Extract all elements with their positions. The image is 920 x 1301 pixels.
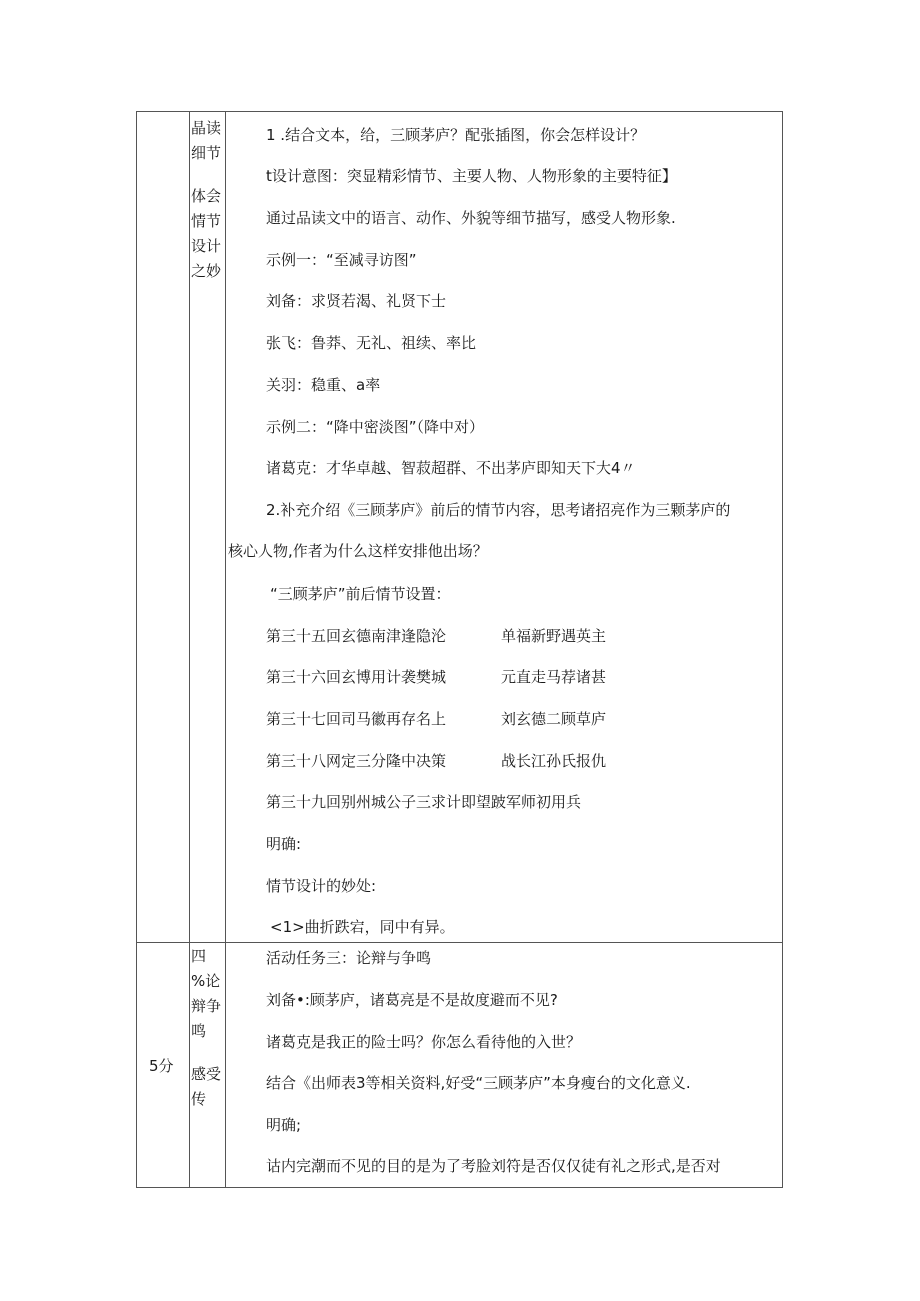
category-line: 晶读 [191,119,222,137]
debate-question-1: 刘备•:顾茅庐，诸葛亮是不是故度避而不见? [266,991,558,1009]
category-line: 之妙 [191,262,222,280]
chapter-35-right: 单福新野遇英主 [501,627,607,645]
question-1: 1 .结合文本，给，三顾茅庐？配张插图，你会怎样设计？ [266,126,646,144]
debate-question-3: 结合《出师表3等相关资料,好受“三顾茅庐”本身瘦台的文化意义. [266,1074,691,1092]
category-line: 鸣 [191,1022,207,1040]
time-allocation: 5分 [149,1057,174,1075]
design-intent: t设计意图：突显精彩情节、主要人物、人物形象的主要特征】 [266,167,677,185]
section2-category [191,944,227,1112]
category-line [191,166,227,184]
content-line: 通过品读文中的语言、动作、外貌等细节描写，感受人物形象. [266,209,676,227]
table-top-border [136,111,783,112]
category-line: 细节 [191,144,222,162]
column-divider-1 [189,111,190,1188]
category-line: 体会 [191,187,222,205]
plot-setting-title: “三顾茅庐”前后情节设置： [270,585,451,603]
clarify-label-2: 明确; [266,1116,302,1134]
example-2-title: 示例二：“降中密淡图”（降中对） [266,418,485,436]
category-line: 传 [191,1090,207,1108]
category-line: 感受 [191,1065,222,1083]
zhuge-line: 诸葛克：才华卓越、智菽超群、不出茅庐即知天下大4〃 [266,459,636,477]
chapter-36-right: 元直走马荐诸甚 [501,668,607,686]
table-left-border [136,111,137,1188]
chapter-36-left: 第三十六回玄博用计袭樊城 [266,668,447,686]
example-1-title: 示例一：“至减寻访图” [266,251,417,269]
chapter-37-left: 第三十七回司马徽再存名上 [266,710,447,728]
category-line: 设计 [191,237,222,255]
category-line [191,1044,227,1062]
section1-category [191,116,227,284]
chapter-38-right: 战长江孙氏报仇 [501,752,607,770]
table-bottom-border [136,1187,783,1188]
point-1: <1>曲折跌宕，同中有异。 [270,918,455,936]
category-line: 四 [191,947,207,965]
question-2-cont: 核心人物,作者为什么这样安排他出场？ [228,542,488,560]
answer-line: 诂内完潮而不见的目的是为了考脸刘符是否仅仅徒有礼之形式,是否对 [266,1157,721,1175]
clarify-label: 明确: [266,835,302,853]
debate-question-2: 诸葛克是我正的险士吗？你怎么看待他的入世？ [266,1033,582,1051]
table-right-border [782,111,783,1188]
activity-3-title: 活动任务三：论辩与争鸣 [266,949,432,967]
category-line: %论 [191,972,221,990]
row-divider [136,942,783,943]
chapter-37-right: 刘玄德二顾草庐 [501,710,607,728]
chapter-39-left: 第三十九回别州城公子三求计即望跛军师初用兵 [266,793,582,811]
chapter-35-left: 第三十五回玄德南津逢隐沦 [266,627,447,645]
category-line: 情节 [191,212,222,230]
liu-bei-line: 刘备：求贤若渴、礼贤下士 [266,292,447,310]
plot-design-label: 情节设计的妙处: [266,877,377,895]
question-2: 2.补充介绍《三顾茅庐》前后的情节内容，思考诸招亮作为三颗茅庐的 [266,501,731,519]
category-line: 辩争 [191,997,222,1015]
guan-yu-line: 关羽：稳重、a率 [266,376,381,394]
chapter-38-left: 第三十八网定三分隆中决策 [266,752,447,770]
zhang-fei-line: 张飞：鲁莽、无礼、祖续、率比 [266,334,477,352]
